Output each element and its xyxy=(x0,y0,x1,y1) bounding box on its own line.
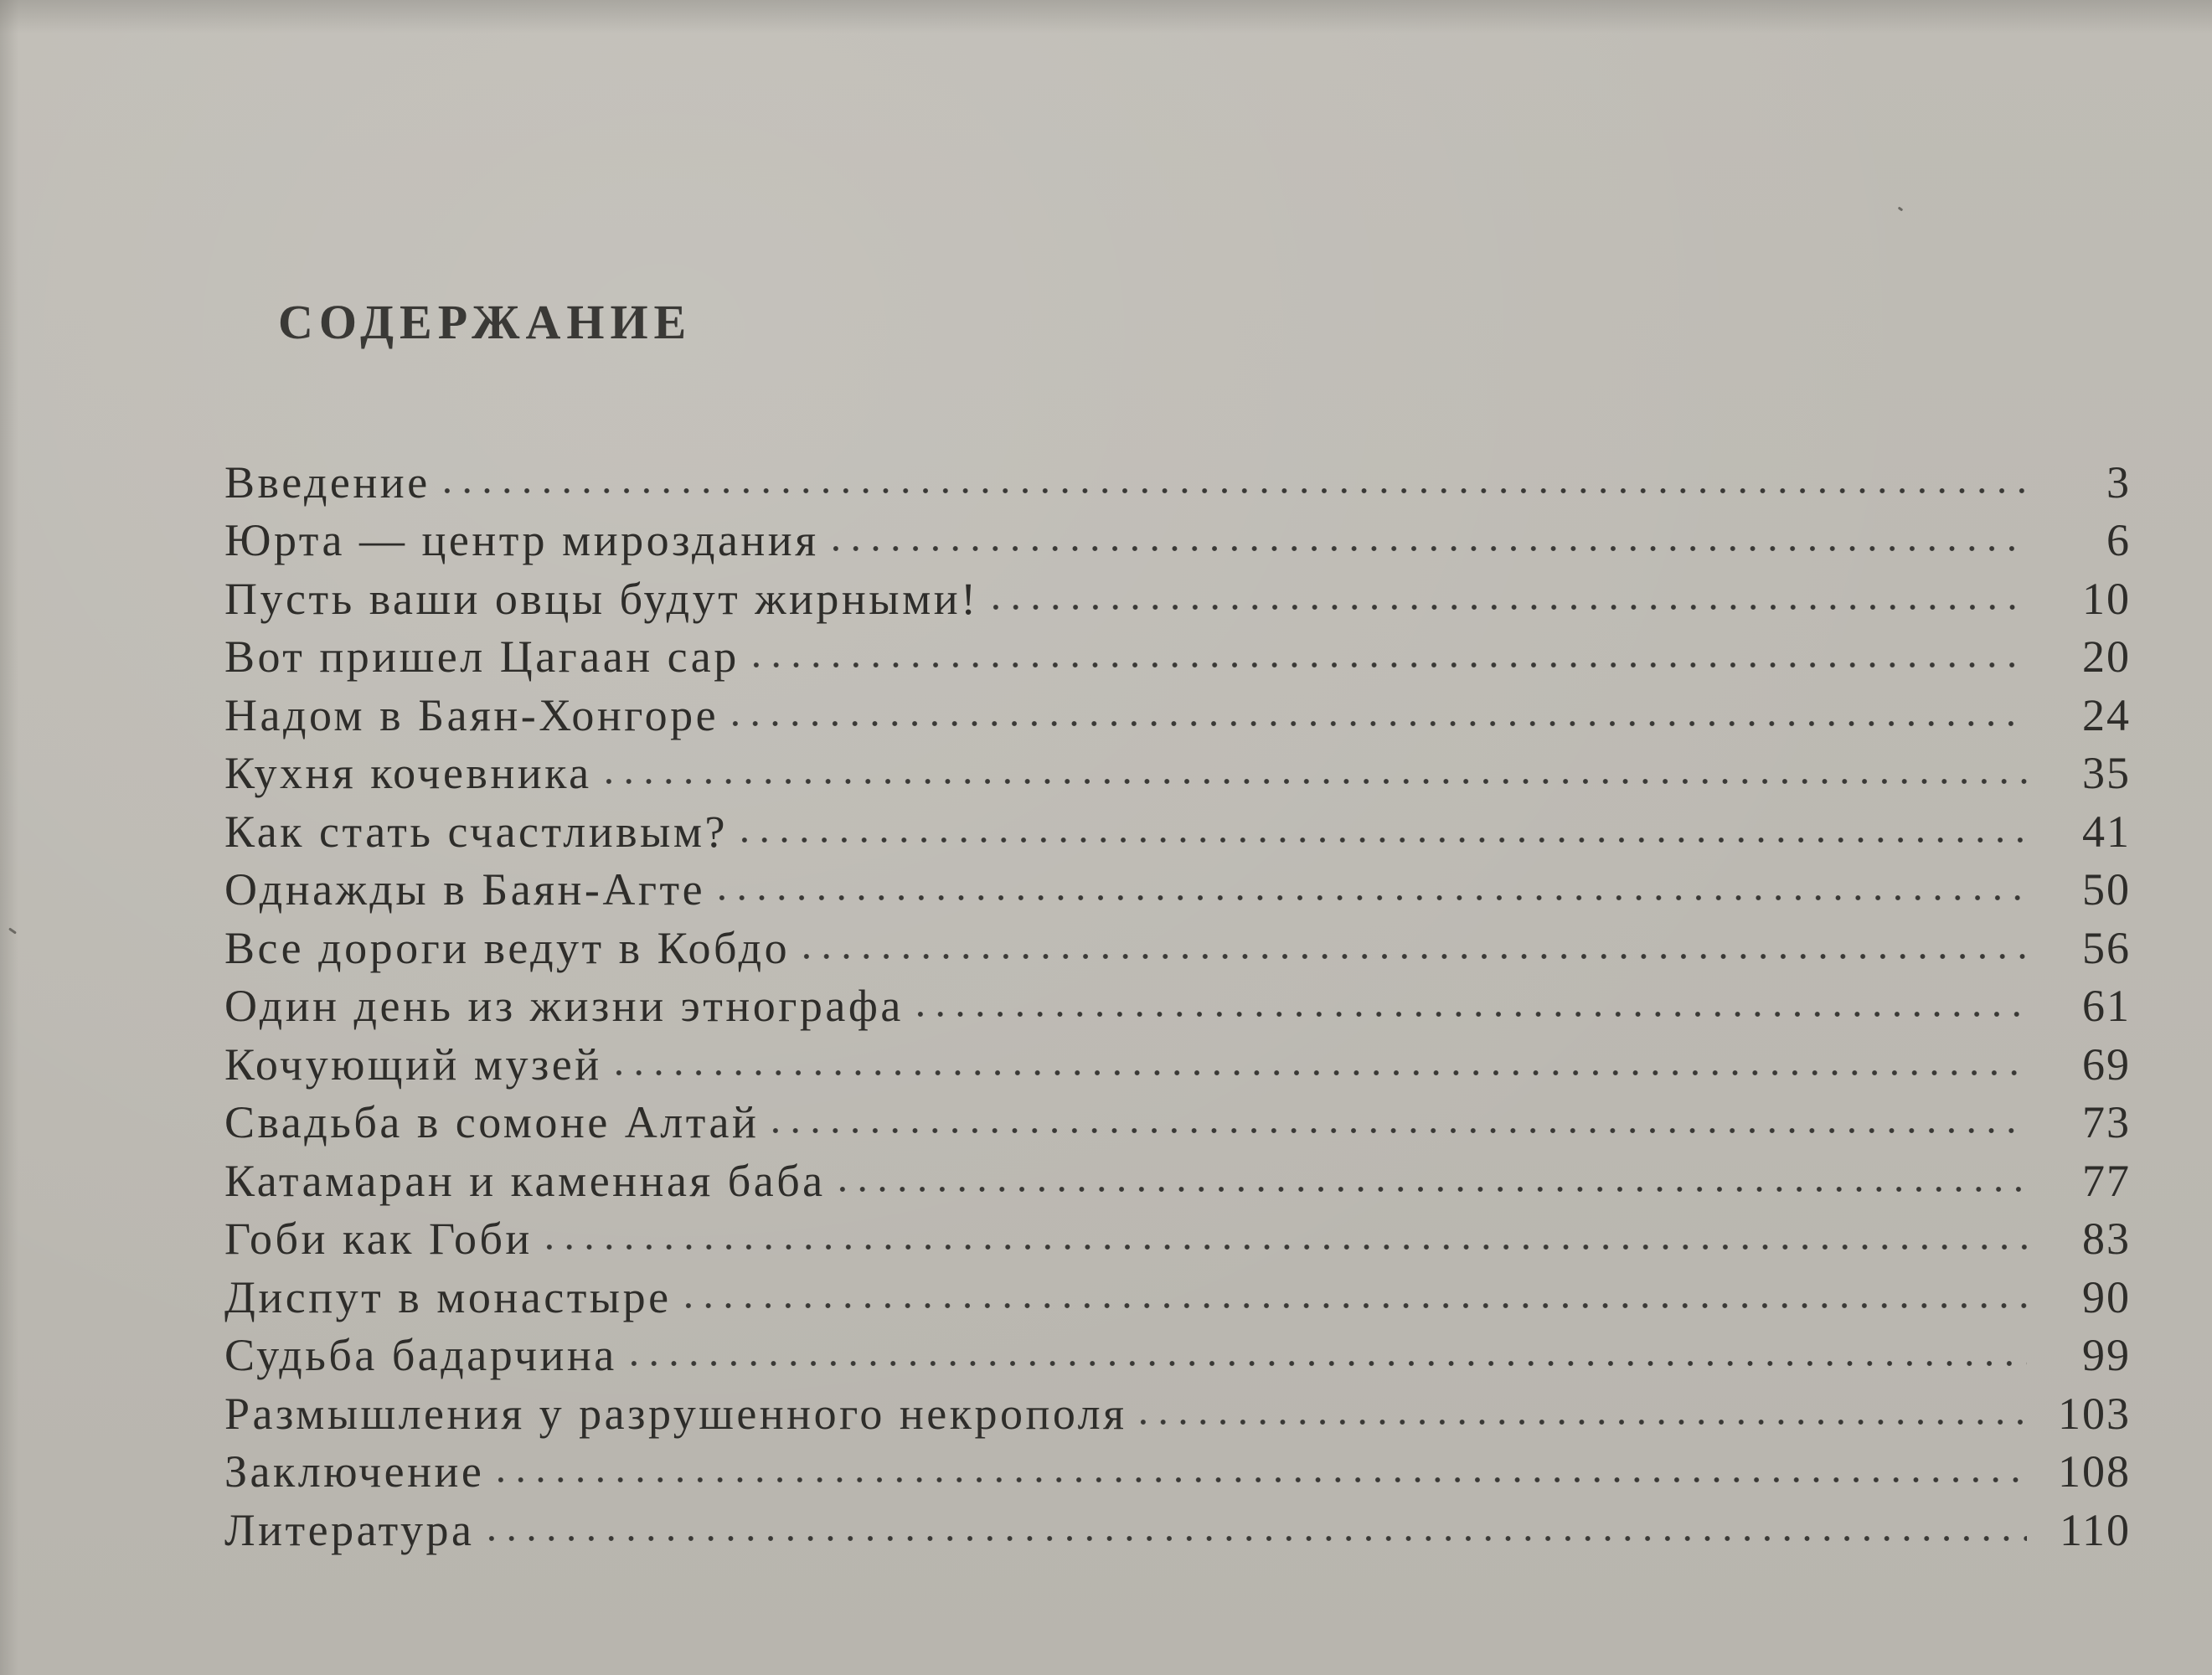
toc-entry xyxy=(224,1264,2131,1322)
toc-entry-title: Надом в Баян-Хонгоре xyxy=(224,689,719,740)
dot-leader xyxy=(735,835,2027,845)
toc-entry-title: Кухня кочевника xyxy=(224,748,592,798)
toc-entry-page-number: 90 xyxy=(2082,1271,2131,1322)
toc-entry-title: Размышления у разрушенного некрополя xyxy=(224,1388,1127,1439)
dot-leader xyxy=(491,1475,2027,1485)
dot-leader xyxy=(833,1184,2027,1194)
page-title: СОДЕРЖАНИЕ xyxy=(278,294,693,349)
toc-entry-page-number: 41 xyxy=(2082,806,2131,857)
dot-leader xyxy=(826,544,2027,554)
toc-entry-page-number: 103 xyxy=(2058,1388,2131,1439)
toc-entry xyxy=(224,798,2131,857)
toc-entry xyxy=(224,624,2131,683)
toc-entry-page-number: 69 xyxy=(2082,1038,2131,1090)
toc-entry xyxy=(224,1206,2131,1265)
toc-entry xyxy=(224,1147,2131,1206)
toc-entry-title: Вот пришел Цагаан сар xyxy=(224,631,740,682)
dot-leader xyxy=(712,893,2027,903)
toc-entry xyxy=(224,973,2131,1032)
toc-entry-page-number: 35 xyxy=(2082,748,2131,798)
dot-leader xyxy=(678,1301,2027,1311)
dot-leader xyxy=(910,1009,2027,1019)
toc-entry xyxy=(224,565,2131,624)
toc-entry-page-number: 20 xyxy=(2082,631,2131,682)
toc-entry-page-number: 83 xyxy=(2082,1214,2131,1264)
toc-entry xyxy=(224,1031,2131,1090)
toc-entry-title: Один день из жизни этнографа xyxy=(224,981,904,1031)
toc-entry-title: Свадьба в сомоне Алтай xyxy=(224,1097,760,1147)
toc-entry-title: Катамаран и каменная баба xyxy=(224,1155,826,1206)
toc-entry-page-number: 99 xyxy=(2082,1330,2131,1380)
page-edge-shadow-left xyxy=(0,0,18,1675)
dot-leader xyxy=(797,951,2027,961)
toc-entry xyxy=(224,915,2131,973)
toc-entry xyxy=(224,740,2131,799)
toc-entry xyxy=(224,508,2131,566)
toc-entry-page-number: 50 xyxy=(2082,864,2131,915)
toc-entry-title: Как стать счастливым? xyxy=(224,806,729,857)
dot-leader xyxy=(746,660,2027,670)
toc-entry xyxy=(224,449,2131,508)
dot-leader xyxy=(1133,1417,2027,1427)
table-of-contents xyxy=(224,449,2131,1555)
dot-leader xyxy=(539,1242,2027,1252)
dot-leader xyxy=(986,602,2027,612)
toc-entry xyxy=(224,1497,2131,1555)
toc-entry-title: Кочующий музей xyxy=(224,1038,602,1090)
toc-entry-page-number: 73 xyxy=(2082,1097,2131,1147)
toc-entry-title: Гоби как Гоби xyxy=(224,1214,533,1264)
toc-entry xyxy=(224,1380,2131,1439)
toc-entry xyxy=(224,857,2131,915)
toc-entry-page-number: 56 xyxy=(2082,922,2131,973)
toc-entry-title: Все дороги ведут в Кобдо xyxy=(224,922,791,973)
toc-entry-title: Пусть ваши овцы будут жирными! xyxy=(224,573,979,624)
toc-entry-page-number: 24 xyxy=(2082,689,2131,740)
toc-entry xyxy=(224,1322,2131,1381)
toc-entry-title: Введение xyxy=(224,456,431,508)
toc-entry-page-number: 61 xyxy=(2082,981,2131,1031)
toc-entry-page-number: 3 xyxy=(2106,456,2131,508)
dot-leader xyxy=(609,1068,2027,1078)
toc-entry-page-number: 6 xyxy=(2106,515,2131,565)
paper-speck xyxy=(1898,207,1904,212)
dot-leader xyxy=(437,486,2027,496)
toc-entry xyxy=(224,1090,2131,1148)
dot-leader xyxy=(599,776,2027,786)
toc-entry-title: Диспут в монастыре xyxy=(224,1271,672,1322)
dot-leader xyxy=(766,1126,2027,1136)
toc-entry-page-number: 108 xyxy=(2058,1446,2131,1497)
toc-entry xyxy=(224,682,2131,740)
toc-entry xyxy=(224,1439,2131,1497)
toc-entry-page-number: 110 xyxy=(2060,1504,2131,1555)
toc-entry-title: Литература xyxy=(224,1504,475,1555)
dot-leader xyxy=(725,719,2027,729)
toc-entry-title: Заключение xyxy=(224,1446,485,1497)
page-edge-shadow xyxy=(0,0,2212,34)
toc-entry-title: Однажды в Баян-Агте xyxy=(224,864,706,915)
toc-entry-page-number: 10 xyxy=(2082,573,2131,624)
toc-entry-title: Судьба бадарчина xyxy=(224,1330,617,1380)
dot-leader xyxy=(482,1533,2027,1544)
toc-entry-title: Юрта — центр мироздания xyxy=(224,515,819,565)
dot-leader xyxy=(624,1358,2027,1368)
toc-entry-page-number: 77 xyxy=(2082,1155,2131,1206)
